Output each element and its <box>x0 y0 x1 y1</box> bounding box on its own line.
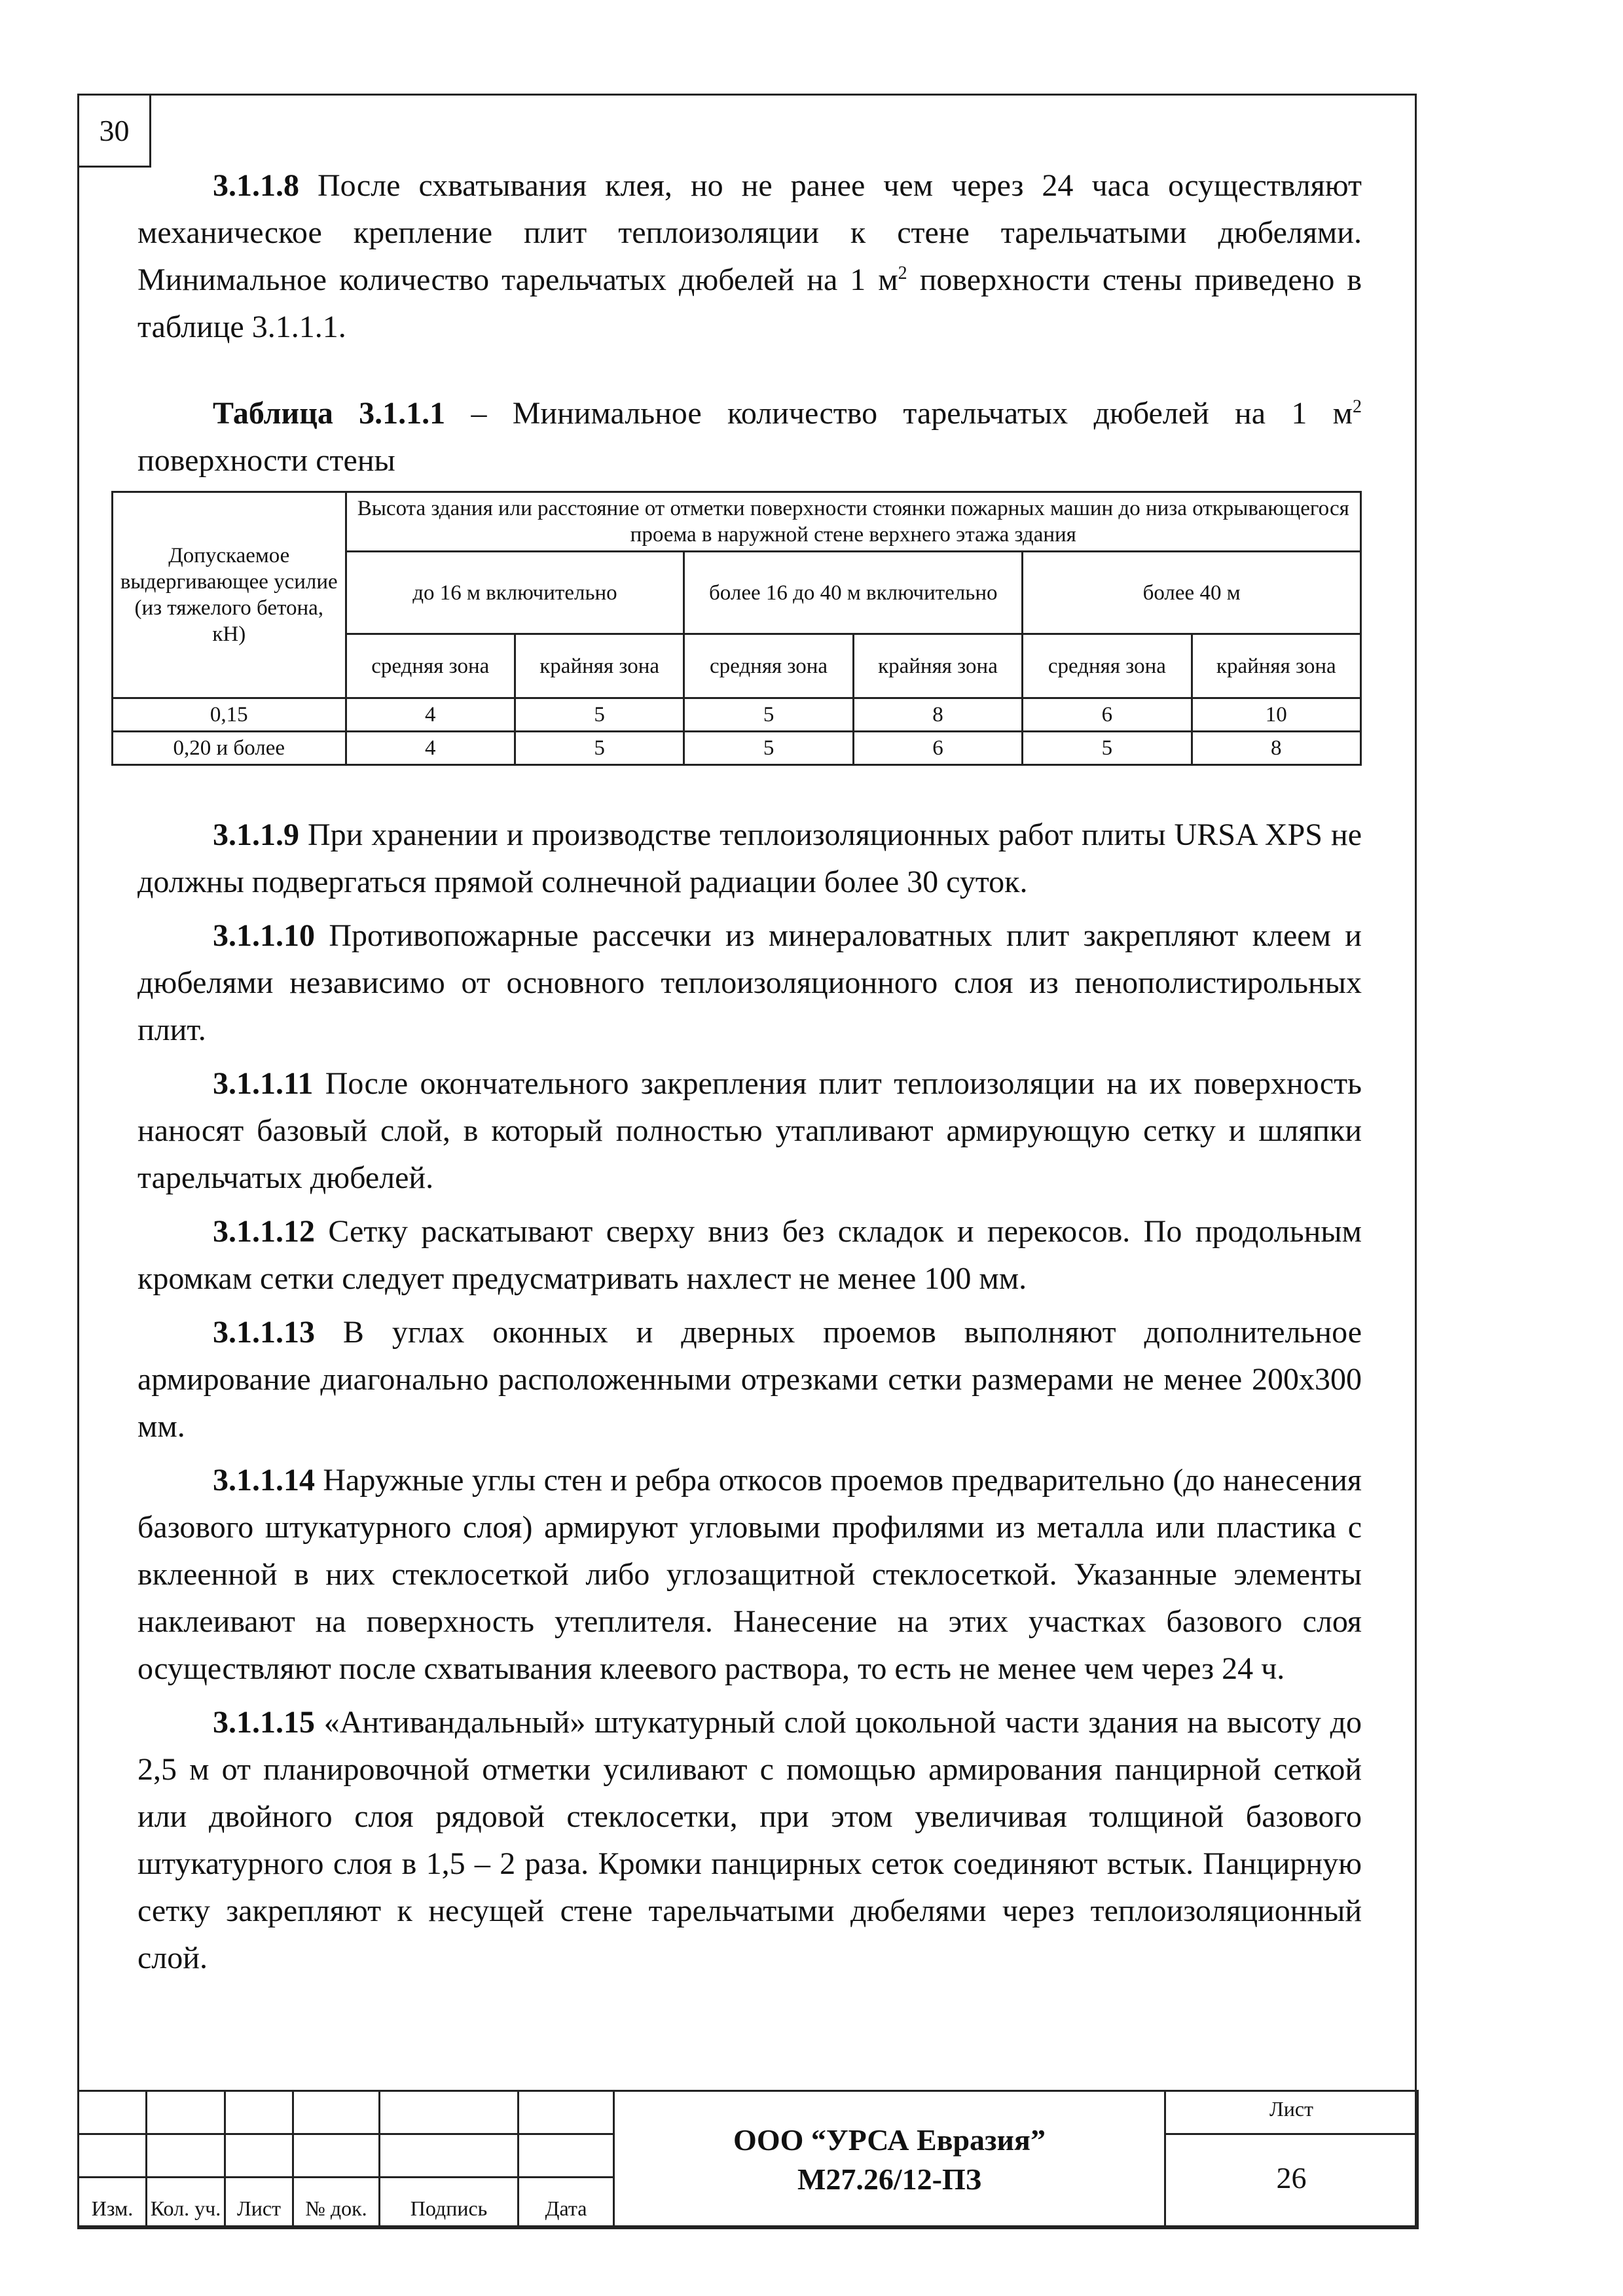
table-header-group: до 16 м включительно <box>346 552 684 634</box>
corner-page-number: 30 <box>77 94 151 168</box>
paragraph-3-1-1-10 <box>137 912 1362 1054</box>
stamp-col-label: № док. <box>293 2178 380 2229</box>
table-cell: 8 <box>853 698 1022 732</box>
superscript: 2 <box>1353 397 1362 417</box>
superscript: 2 <box>898 263 907 283</box>
title-block-org <box>614 2091 1165 2229</box>
paragraph-text: Сетку раскатывают сверху вниз без складок и перекосов. По продольным кромкам сетки следует предусматривать нахлест не менее 100 мм. <box>137 1214 1362 1296</box>
paragraph-text: Наружные углы стен и ребра откосов проемов предварительно (до нанесения базового штукатурного слоя) армируют угловыми профилями из металла или пластика с вклеенной в них стеклосеткой либо углозащитной стеклосеткой. Указанные элементы наклеивают на поверхность утеплителя. Нанесение на этих участках базового слоя осуществляют после схватывания клеевого раствора, то есть не менее чем через 24 ч. <box>137 1463 1362 1686</box>
table-cell: 4 <box>346 732 515 765</box>
stamp-col-label: Кол. уч. <box>147 2178 225 2229</box>
stamp-cell <box>293 2091 380 2134</box>
sheet-number: 26 <box>1165 2134 1418 2229</box>
table-cell: 0,20 и более <box>113 732 346 765</box>
page-content <box>120 162 1362 1988</box>
table-cell: 5 <box>515 698 684 732</box>
paragraph-3-1-1-13 <box>137 1309 1362 1450</box>
table-cell: 5 <box>1023 732 1192 765</box>
table-header-group: более 40 м <box>1023 552 1361 634</box>
table-header-zone: крайняя зона <box>1192 634 1360 698</box>
paragraph-3-1-1-8 <box>137 162 1362 351</box>
table-caption-label: Таблица 3.1.1.1 <box>213 396 446 431</box>
stamp-cell <box>519 2091 614 2134</box>
stamp-col-label: Дата <box>519 2178 614 2229</box>
table-header-zone: средняя зона <box>346 634 515 698</box>
paragraph-text: «Антивандальный» штукатурный слой цокольной части здания на высоту до 2,5 м от планировочной отметки усиливают с помощью армирования панцирной сеткой или двойного слоя рядовой стеклосетки, при этом увеличивая толщиной базового штукатурного слоя в 1,5 – 2 раза. Кромки панцирных сеток соединяют встык. Панцирную сетку закрепляют к несущей стене тарельчатыми дюбелями через теплоизоляционный слой. <box>137 1705 1362 1975</box>
stamp-cell <box>519 2134 614 2178</box>
table-cell: 6 <box>853 732 1022 765</box>
paragraph-3-1-1-9 <box>137 812 1362 906</box>
sheet-label: Лист <box>1165 2091 1418 2134</box>
paragraph-text: При хранении и производстве теплоизоляционных работ плиты URSA XPS не должны подвергаться прямой солнечной радиации более 30 суток. <box>137 817 1362 899</box>
stamp-cell <box>225 2091 293 2134</box>
table-header-zone: средняя зона <box>1023 634 1192 698</box>
paragraph-3-1-1-15 <box>137 1699 1362 1982</box>
stamp-cell <box>225 2134 293 2178</box>
paragraph-number: 3.1.1.12 <box>213 1214 315 1249</box>
stamp-cell <box>79 2134 147 2178</box>
paragraph-number: 3.1.1.10 <box>213 918 315 953</box>
table-header-group: более 16 до 40 м включительно <box>684 552 1023 634</box>
stamp-cell <box>380 2091 519 2134</box>
stamp-col-label: Подпись <box>380 2178 519 2229</box>
table-caption-text: – Минимальное количество тарельчатых дюбелей на 1 м <box>445 396 1353 431</box>
paragraph-text-tail: поверхности стены приведено в таблице 3.1.1.1. <box>137 262 1362 344</box>
table-cell: 8 <box>1192 732 1360 765</box>
paragraph-number: 3.1.1.14 <box>213 1463 315 1498</box>
table-caption-tail: поверхности стены <box>137 443 395 478</box>
paragraph-3-1-1-14 <box>137 1457 1362 1693</box>
title-block <box>77 2090 1417 2227</box>
dowel-count-table <box>111 491 1362 766</box>
table-cell: 0,15 <box>113 698 346 732</box>
org-name: ООО “УРСА Евразия” <box>733 2123 1046 2157</box>
paragraph-text: После окончательного закрепления плит теплоизоляции на их поверхность наносят базовый слой, в который полностью утапливают армирующую сетку и шляпки тарельчатых дюбелей. <box>137 1066 1362 1195</box>
table-header-zone: крайняя зона <box>515 634 684 698</box>
document-code: М27.26/12-ПЗ <box>797 2162 982 2196</box>
stamp-cell <box>79 2091 147 2134</box>
table-cell: 5 <box>515 732 684 765</box>
table-cell: 6 <box>1023 698 1192 732</box>
table-header-height: Высота здания или расстояние от отметки поверхности стоянки пожарных машин до низа открывающегося проема в наружной стене верхнего этажа здания <box>346 492 1360 552</box>
stamp-col-label: Лист <box>225 2178 293 2229</box>
table-row <box>113 732 1361 765</box>
stamp-cell <box>380 2134 519 2178</box>
table-cell: 4 <box>346 698 515 732</box>
stamp-cell <box>293 2134 380 2178</box>
stamp-cell <box>147 2134 225 2178</box>
stamp-cell <box>147 2091 225 2134</box>
paragraph-number: 3.1.1.15 <box>213 1705 315 1740</box>
table-header-zone: средняя зона <box>684 634 853 698</box>
table-header-zone: крайняя зона <box>853 634 1022 698</box>
table-header-force: Допускаемое выдергивающее усилие (из тяжелого бетона, кН) <box>113 492 346 698</box>
paragraph-3-1-1-11 <box>137 1060 1362 1202</box>
stamp-col-label: Изм. <box>79 2178 147 2229</box>
table-caption <box>137 390 1362 484</box>
paragraph-number: 3.1.1.9 <box>213 817 299 852</box>
table-cell: 5 <box>684 698 853 732</box>
paragraph-number: 3.1.1.11 <box>213 1066 314 1101</box>
paragraph-number: 3.1.1.13 <box>213 1315 315 1350</box>
table-cell: 5 <box>684 732 853 765</box>
paragraph-number: 3.1.1.8 <box>213 168 299 203</box>
table-cell: 10 <box>1192 698 1360 732</box>
table-row <box>113 698 1361 732</box>
paragraph-text: После схватывания клея, но не ранее чем через 24 часа осуществляют механическое крепление плит теплоизоляции к стене тарельчатыми дюбелями. Минимальное количество тарельчатых дюбелей на 1 м <box>137 168 1362 297</box>
paragraph-text: В углах оконных и дверных проемов выполняют дополнительное армирование диагонально расположенными отрезками сетки размерами не менее 200х300 мм. <box>137 1315 1362 1444</box>
paragraph-3-1-1-12 <box>137 1208 1362 1302</box>
paragraph-text: Противопожарные рассечки из минераловатных плит закрепляют клеем и дюбелями независимо от основного теплоизоляционного слоя из пенополистирольных плит. <box>137 918 1362 1047</box>
